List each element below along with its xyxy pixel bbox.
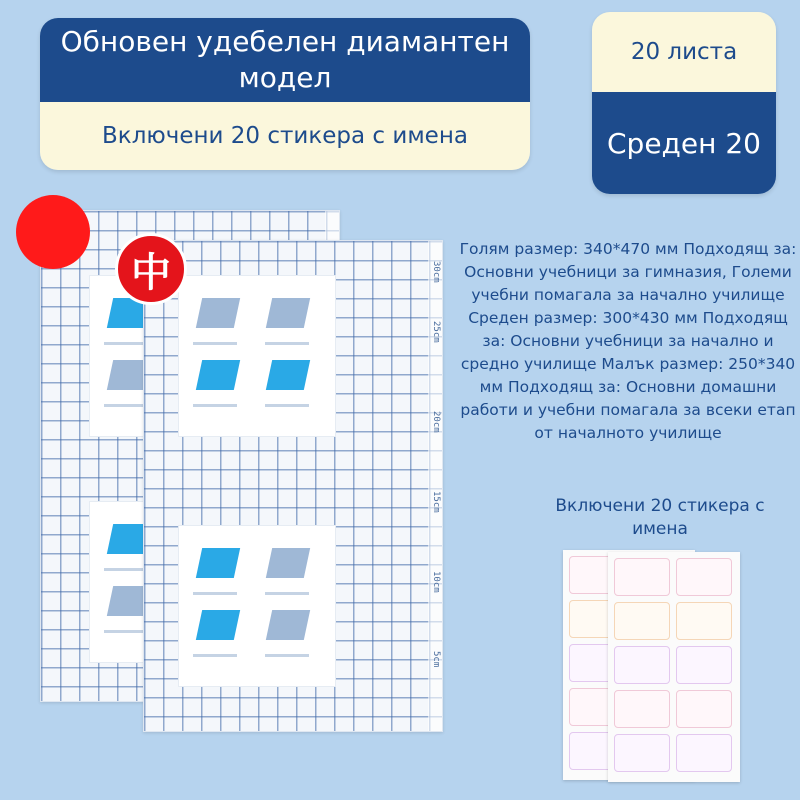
banner-title: Обновен удебелен диамантен модел <box>40 18 530 102</box>
ruler-strip <box>428 241 442 731</box>
banner-subtitle: Включени 20 стикера с имена <box>40 102 530 170</box>
ruler-label: 15cm <box>431 491 441 513</box>
title-banner <box>40 18 530 170</box>
book-cover-sheet-front <box>143 240 443 732</box>
red-dot-icon <box>16 195 90 269</box>
instruction-panel <box>178 525 336 687</box>
ruler-label: 30cm <box>431 261 441 283</box>
name-sticker-sheet <box>608 552 740 782</box>
size-description: Голям размер: 340*470 мм Подходящ за: Основни учебници за гимназия, Големи учебни помагала за начално училище Среден размер: 300*430 мм Подходящ за: Основни учебници за начално и средно училище Малък размер: 250*340 мм Подходящ за: Основни домашни работи и учебни помагала за всеки етап от началното училище <box>459 240 797 442</box>
size-label: Среден 20 <box>592 92 776 194</box>
stickers-title: Включени 20 стикера с имена <box>555 496 765 539</box>
ruler-label: 5cm <box>431 651 441 668</box>
ruler-label: 25cm <box>431 321 441 343</box>
instruction-panel <box>178 275 336 437</box>
ruler-label: 10cm <box>431 571 441 593</box>
size-marker-icon: 中 <box>115 233 187 305</box>
quantity-badge <box>592 12 776 194</box>
sheet-count: 20 листа <box>592 12 776 92</box>
ruler-label: 20cm <box>431 411 441 433</box>
